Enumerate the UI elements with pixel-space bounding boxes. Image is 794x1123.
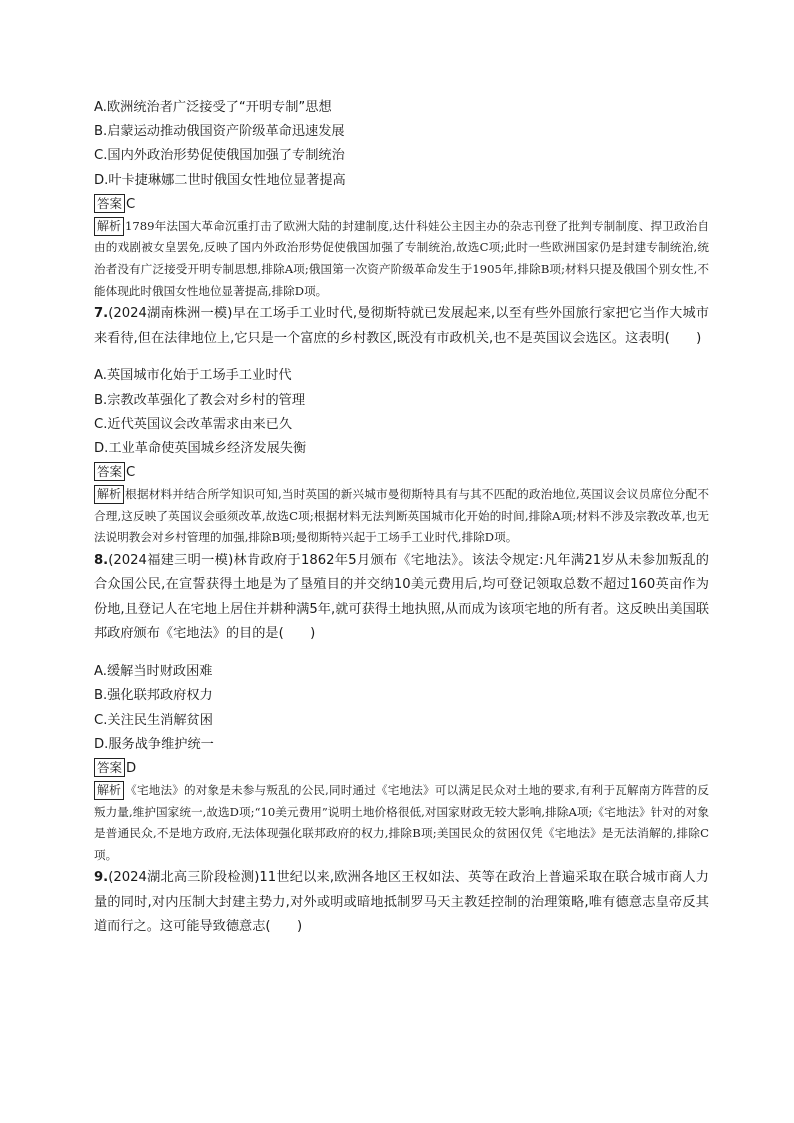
q7-stem-text: (2024湖南株洲一模)早在工场手工业时代,曼彻斯特就已发展起来,以至有些外国旅行家把它当作大城市来看待,但在法律地位上,它只是一个富庶的乡村教区,既没有市政机关,也不是英国议会选区。这表明( ) (94, 306, 709, 346)
q8-option-a: A.缓解当时财政困难 (94, 664, 213, 680)
answer-tag: 答案 (94, 462, 125, 481)
q6-answer-value: C (126, 196, 136, 212)
q7-option-a: A.英国城市化始于工场手工业时代 (94, 368, 292, 384)
q8-option-d: D.服务战争维护统一 (94, 736, 214, 752)
q8-answer-value: D (126, 760, 137, 776)
q7-explanation-text: 根据材料并结合所学知识可知,当时英国的新兴城市曼彻斯特具有与其不匹配的政治地位,英国议会议员席位分配不合理,这反映了英国议会亟须改革,故选C项;根据材料无法判断英国城市化开始的时间,排除A项;材料不涉及宗教改革,也无法说明教会对乡村管理的加强,排除B项;曼彻斯特兴起于工场手工业时代,排除D项。 (94, 487, 709, 545)
answer-tag: 答案 (94, 758, 125, 777)
q7-number: 7. (94, 306, 109, 322)
q8-explanation-text: 《宅地法》的对象是未参与叛乱的公民,同时通过《宅地法》可以满足民众对土地的要求,有利于瓦解南方阵营的反叛力量,维护国家统一,故选D项;“10美元费用”说明土地价格很低,对国家财政无较大影响,排除A项;《宅地法》针对的对象是普通民众,不是地方政府,无法体现强化联邦政府的权力,排除B项;美国民众的贫困仅凭《宅地法》是无法消解的,排除C项。 (94, 782, 709, 862)
q7-option-c: C.近代英国议会改革需求由来已久 (94, 416, 293, 432)
q6-option-d: D.叶卡捷琳娜二世时俄国女性地位显著提高 (94, 172, 346, 188)
question-8 (94, 549, 709, 866)
q9-stem (94, 866, 709, 940)
explain-tag: 解析 (94, 781, 124, 800)
q9-stem-text: (2024湖北高三阶段检测)11世纪以来,欧洲各地区王权如法、英等在政治上普遍采取在联合城市商人力量的同时,对内压制大封建主势力,对外或明或暗地抵制罗马天主教廷控制的治理策略,唯有德意志皇帝反其道而行之。这可能导致德意志( ) (94, 870, 709, 935)
q8-number: 8. (94, 552, 109, 568)
q7-option-b: B.宗教改革强化了教会对乡村的管理 (94, 392, 306, 408)
q9-number: 9. (94, 870, 109, 886)
explain-tag: 解析 (94, 485, 124, 504)
q8-option-b: B.强化联邦政府权力 (94, 688, 213, 704)
q6-answer (94, 194, 709, 216)
q8-stem-text: (2024福建三明一模)林肯政府于1862年5月颁布《宅地法》。该法令规定:凡年满21岁从未参加叛乱的合众国公民,在宣誓获得土地是为了垦殖目的并交纳10美元费用后,均可登记领取总数不超过160英亩作为份地,且登记人在宅地上居住并耕种满5年,就可获得土地执照,从而成为该项宅地的所有者。这反映出美国联邦政府颁布《宅地法》的目的是( ) (94, 552, 709, 642)
q6-explanation-text: 1789年法国大革命沉重打击了欧洲大陆的封建制度,达什科娃公主因主办的杂志刊登了批判专制制度、捍卫政治自由的戏剧被女皇罢免,反映了国内外政治形势促使俄国加强了专制统治,故选C项;此时一些欧洲国家仍是封建专制统治,统治者没有广泛接受开明专制思想,排除A项;俄国第一次资产阶级革命发生于1905年,排除B项;材料只提及俄国个别女性,不能体现此时俄国女性地位显著提高,排除D项。 (94, 218, 709, 298)
q6-explanation (94, 216, 709, 302)
question-6 (94, 96, 709, 302)
question-9 (94, 866, 709, 940)
q8-stem (94, 549, 709, 647)
q7-option-d: D.工业革命使英国城乡经济发展失衡 (94, 440, 307, 456)
q8-explanation (94, 780, 709, 866)
explain-tag: 解析 (94, 217, 124, 236)
q8-answer (94, 758, 709, 780)
q7-answer (94, 462, 709, 484)
q8-option-c: C.关注民生消解贫困 (94, 712, 213, 728)
q6-option-c: C.国内外政治形势促使俄国加强了专制统治 (94, 148, 345, 164)
q7-answer-value: C (126, 465, 136, 481)
answer-tag: 答案 (94, 194, 125, 213)
document-page (94, 96, 709, 953)
q6-option-b: B.启蒙运动推动俄国资产阶级革命迅速发展 (94, 124, 345, 140)
q7-explanation (94, 484, 709, 549)
q7-stem (94, 302, 709, 351)
q6-option-a: A.欧洲统治者广泛接受了“开明专制”思想 (94, 100, 332, 115)
question-7 (94, 302, 709, 549)
